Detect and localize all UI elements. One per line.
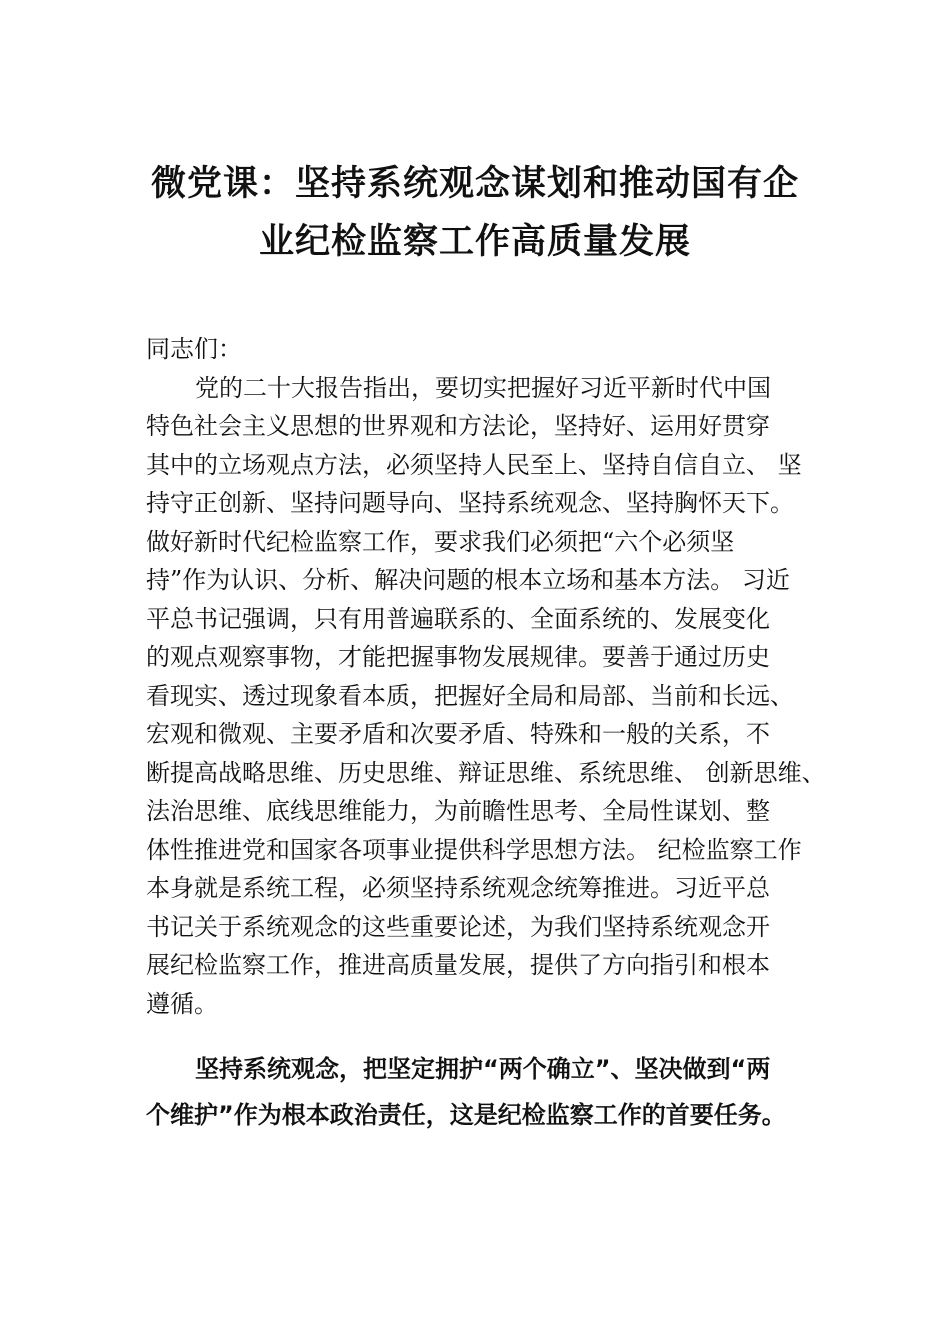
paragraph-line: 其中的立场观点方法，必须坚持人民至上、坚持自信自立、 坚: [146, 450, 802, 479]
paragraph-line: 看现实、透过现象看本质，把握好全局和局部、当前和长远、: [146, 681, 794, 710]
paragraph-line: 坚持系统观念，把坚定拥护“两个确立”、坚决做到“两: [195, 1055, 771, 1083]
paragraph-line: 平总书记强调，只有用普遍联系的、全面系统的、发展变化: [146, 604, 770, 633]
paragraph-line: 持”作为认识、分析、解决问题的根本立场和基本方法。 习近: [146, 566, 790, 594]
paragraph-line: 断提高战略思维、历史思维、辩证思维、系统思维、 创新思维、: [146, 758, 826, 787]
paragraph-line: 特色社会主义思想的世界观和方法论，坚持好、运用好贯穿: [146, 412, 770, 440]
paragraph-line: 遵循。: [146, 989, 218, 1018]
document-title: [0, 155, 950, 271]
paragraph-line: 法治思维、底线思维能力，为前瞻性思考、全局性谋划、整: [146, 797, 770, 825]
greeting: 同志们：: [146, 335, 242, 363]
paragraph-line: 展纪检监察工作，推进高质量发展，提供了方向指引和根本: [146, 951, 770, 979]
paragraph-line: 个维护”作为根本政治责任，这是纪检监察工作的首要任务。: [146, 1101, 786, 1129]
paragraph-line: 党的二十大报告指出，要切实把握好习近平新时代中国: [195, 373, 771, 402]
paragraph-line: 持守正创新、坚持问题导向、坚持系统观念、坚持胸怀天下。: [146, 489, 794, 517]
paragraph-line: 的观点观察事物，才能把握事物发展规律。要善于通过历史: [146, 643, 770, 671]
title-line-1: 微党课：坚持系统观念谋划和推动国有企: [150, 164, 799, 204]
paragraph-line: 体性推进党和国家各项事业提供科学思想方法。 纪检监察工作: [146, 835, 802, 864]
title-line-2: 业纪检监察工作高质量发展: [258, 222, 691, 262]
paragraph-line: 书记关于系统观念的这些重要论述，为我们坚持系统观念开: [146, 912, 770, 941]
body-text: [146, 330, 836, 1023]
paragraph-line: 本身就是系统工程，必须坚持系统观念统筹推进。习近平总: [146, 874, 770, 902]
paragraph-line: 宏观和微观、主要矛盾和次要矛盾、特殊和一般的关系，不: [146, 720, 770, 748]
paragraph-1: [146, 369, 836, 1024]
paragraph-line: 做好新时代纪检监察工作，要求我们必须把“六个必须坚: [146, 527, 735, 556]
paragraph-2-heading: [146, 1046, 846, 1138]
